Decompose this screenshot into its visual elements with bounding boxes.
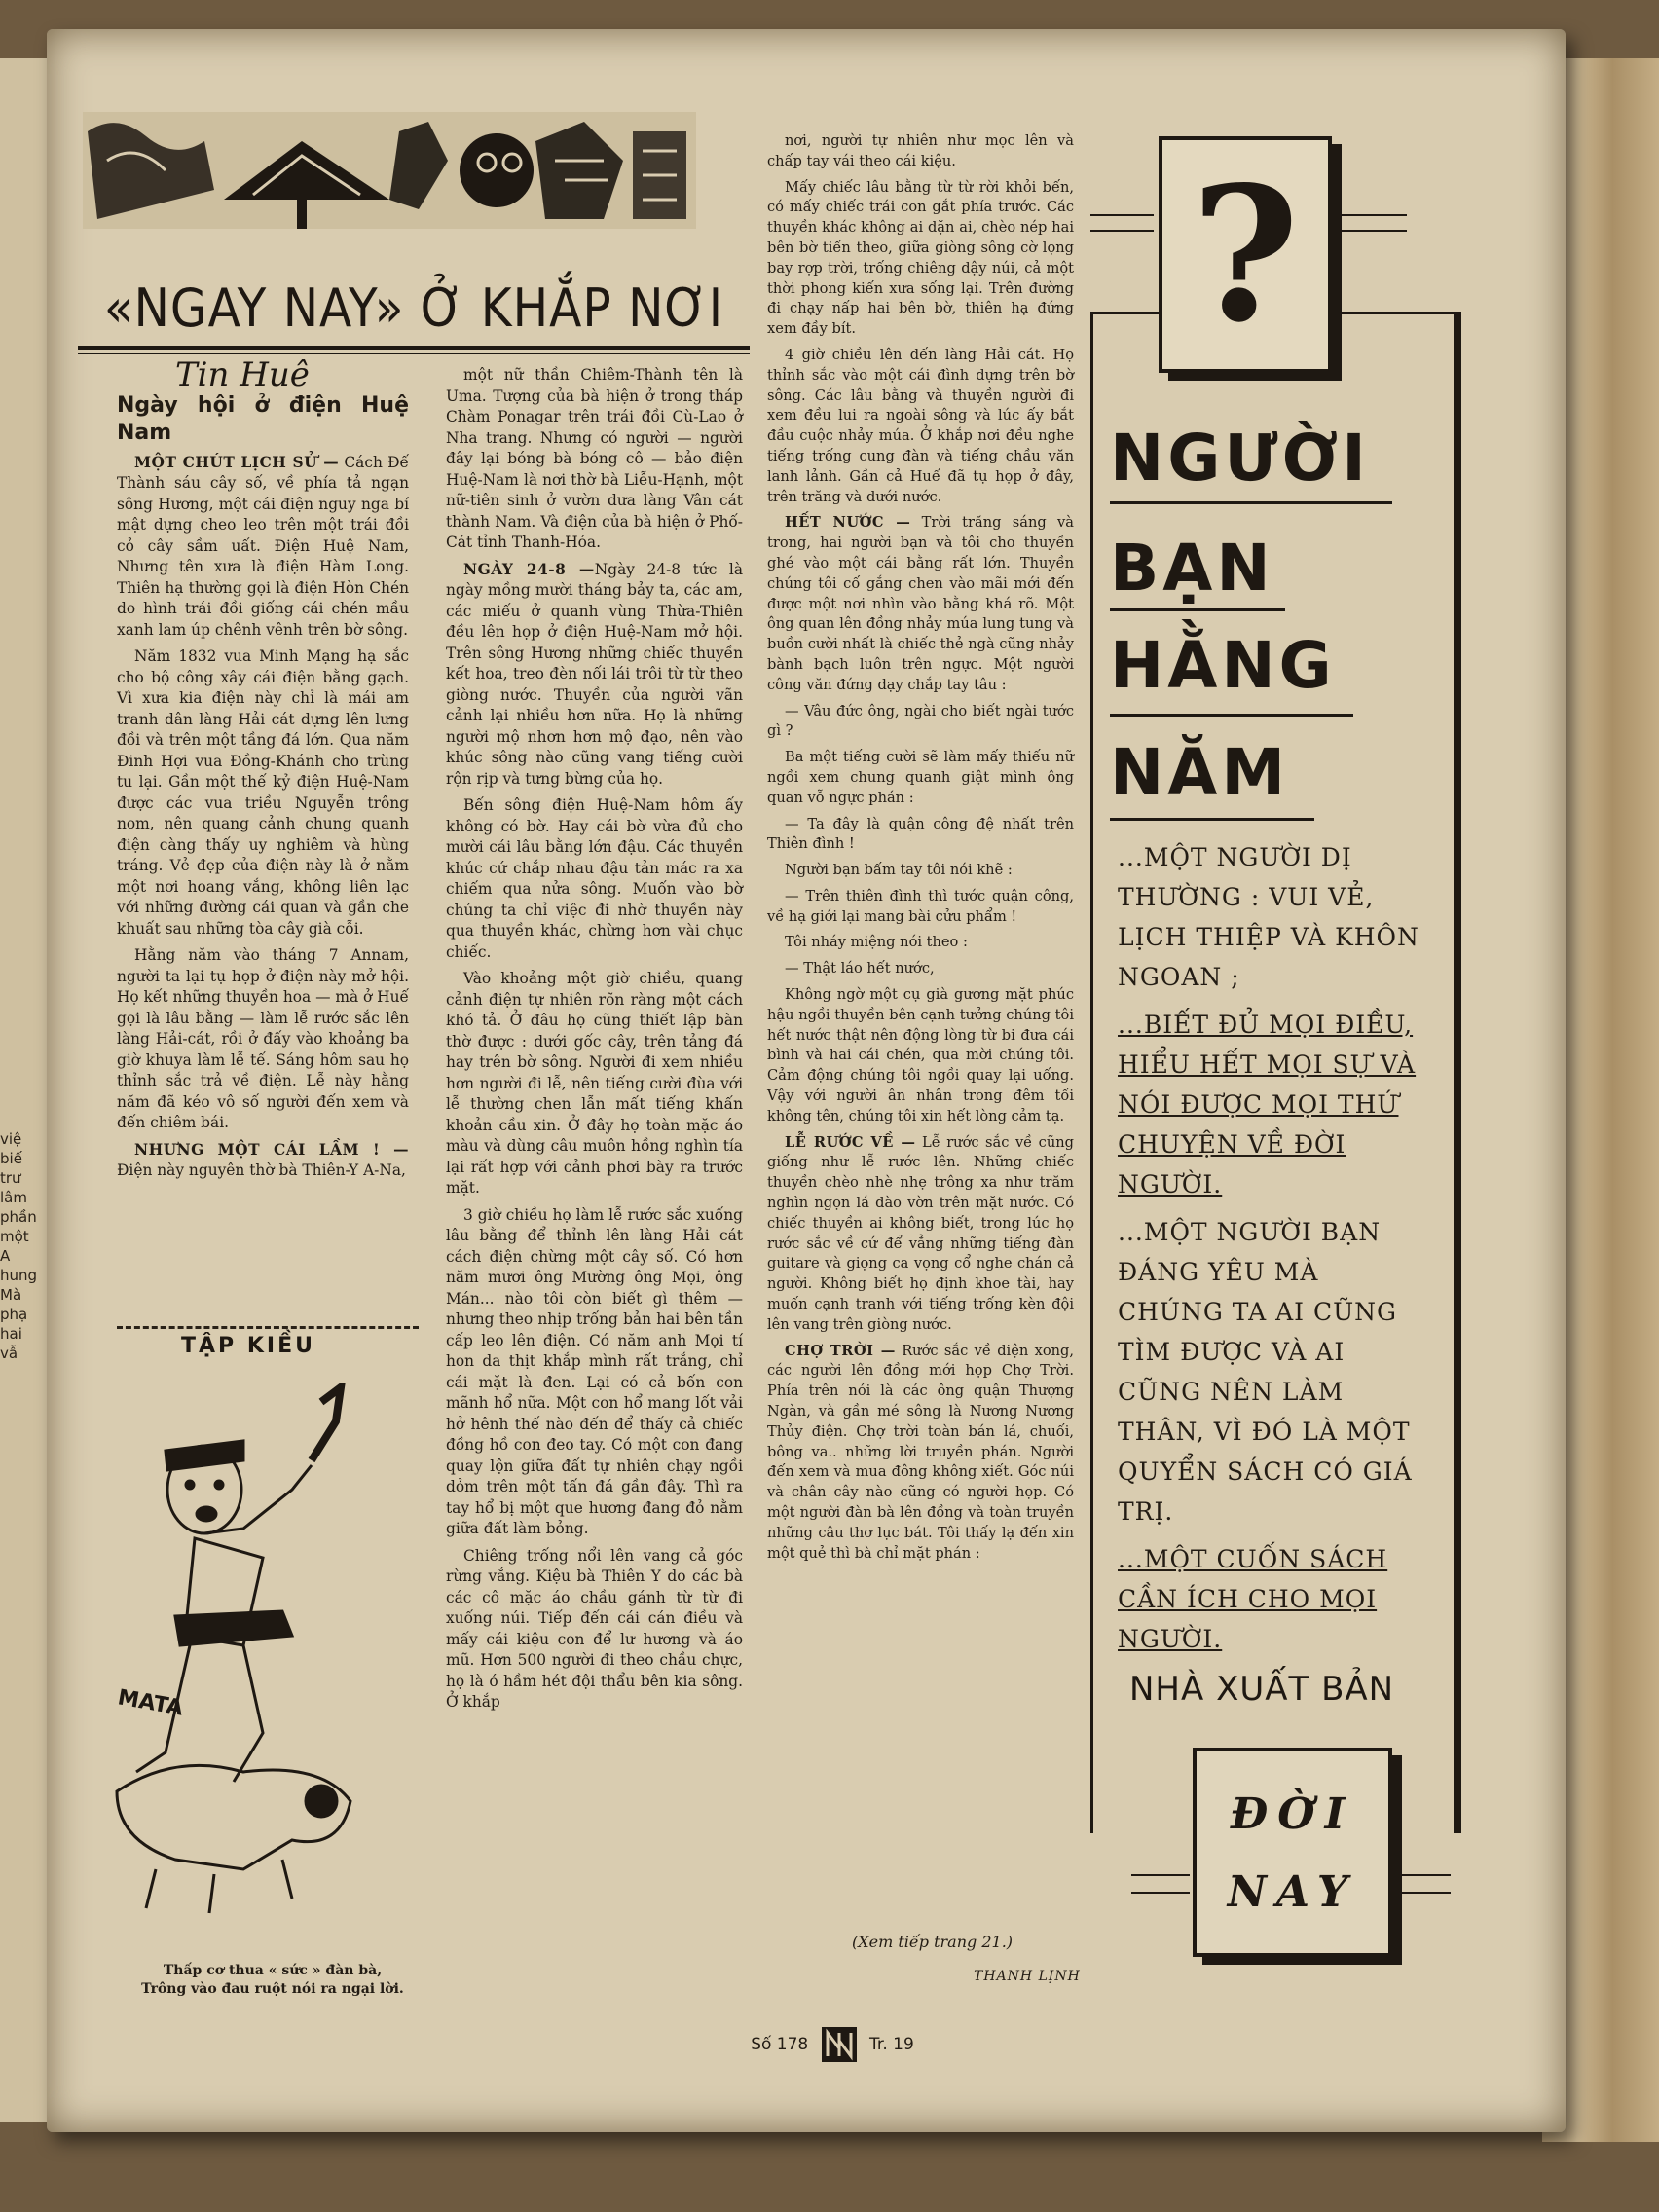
left-column	[117, 355, 409, 1188]
advert-body	[1118, 837, 1431, 1667]
paragraph-text: Bến sông điện Huệ-Nam hôm ấy không có bờ. Hay cái bờ vừa đủ cho mười cái lâu bằng lớn đậu. Các thuyền khúc cứ chắp nhau đậu tản mác ra xa chiếm qua nửa sông. Muốn vào bờ chúng ta chỉ việc đi nhờ thuyền này qua thuyền khác, chừng hơn vài chục chiếc.	[446, 796, 743, 961]
advert-decor-lines-left	[1090, 214, 1154, 232]
paragraph-lead: NGÀY 24-8 —	[463, 560, 595, 578]
paragraph-text: Tôi nháy miệng nói theo :	[785, 934, 968, 951]
right-paragraph	[767, 1342, 1074, 1565]
publisher-label: NHÀ XUẤT BẢN	[1129, 1670, 1395, 1709]
adjacent-fragment: A	[0, 1247, 11, 1265]
cartoon-divider	[117, 1326, 419, 1329]
paragraph-lead: MỘT CHÚT LỊCH SỬ —	[134, 453, 340, 471]
middle-paragraph	[446, 1546, 743, 1714]
adjacent-fragment: vẫ	[0, 1345, 18, 1362]
right-paragraph	[767, 346, 1074, 507]
right-paragraph	[767, 513, 1074, 695]
left-paragraphs	[117, 453, 409, 1182]
advert-title-word-2: BẠN	[1110, 531, 1274, 606]
paragraph-text: Ba một tiếng cười sẽ làm mấy thiếu nữ ngồi xem chung quanh giật mình ông quan vỗ ngực phán :	[767, 749, 1074, 806]
left-paragraph	[117, 945, 409, 1134]
paragraph-lead: CHỢ TRỜI —	[785, 1342, 896, 1359]
author-byline: THANH LỊNH	[974, 1969, 1081, 1984]
advert-title-rule-4	[1110, 818, 1314, 821]
publisher-decor-lines-right	[1402, 1874, 1451, 1894]
publisher-decor-lines-left	[1131, 1874, 1190, 1894]
headline-rule	[78, 346, 750, 354]
adjacent-fragment: biế	[0, 1150, 22, 1167]
banner-illustration	[78, 102, 701, 239]
right-paragraph	[767, 861, 1074, 881]
middle-paragraph	[446, 795, 743, 963]
caption-line-2: Trông vào đau ruột nói ra ngại lời.	[141, 1981, 404, 1997]
paragraph-text: Năm 1832 vua Minh Mạng hạ sắc cho bộ công xây cái điện bằng gạch. Vì xưa kia điện này chỉ là mái am tranh dân làng Hải cát dựng lên lưng đồi và trên một tầng đá lớn. Qua năm Đinh Hợi vua Đồng-Khánh cho trùng tu lại. Gần một thế kỷ điện Huệ-Nam được các vua triều Nguyễn trông nom, nên quang cảnh chung quanh điện càng thấy uy nghiêm và hùng tráng. Vẻ đẹp của điện này là ở nằm một nơi hoang vắng, không liên lạc với những đường cái quan và gần che khuất sau những tòa cây già cỗi.	[117, 647, 409, 938]
paragraph-lead: NHƯNG MỘT CÁI LẦM ! —	[134, 1140, 409, 1159]
paragraph-text: Hằng năm vào tháng 7 Annam, người ta lại tụ họp ở điện này mở hội. Họ kết những thuyền hoa — mà ở Huế gọi là lâu bằng — làm lễ rước sắc lên làng Hải-cát, rồi ở đấy vào khoảng ba giờ khuya làm lễ tế. Sáng hôm sau họ thỉnh sắc trả về điện. Lễ này hằng năm đã kéo vô số người đến xem và đến chiêm bái.	[117, 946, 409, 1131]
paragraph-lead: HẾT NƯỚC —	[785, 514, 911, 532]
advert-paragraph-4: ...MỘT CUỐN SÁCH CẦN ÍCH CHO MỌI NGƯỜI.	[1118, 1545, 1388, 1653]
adjacent-fragment: Mà	[0, 1286, 22, 1304]
adjacent-fragment: phần	[0, 1208, 37, 1226]
issue-number: Số 178	[751, 2035, 809, 2054]
advert-title-rule-1	[1110, 501, 1392, 504]
paragraph-text: Không ngờ một cụ già gương mặt phúc hậu ngồi thuyền bên cạnh tưởng chúng tôi hết nước thật nên động lòng từ bi đưa cái bình và hai cái chén, qua mời chúng tôi. Cảm động chúng tôi ngồi quay lại uống. Vậy với người ân nhân trong đêm tối không tên, chúng tôi xin hết lòng cảm tạ.	[767, 986, 1074, 1124]
adjacent-fragment: một	[0, 1228, 29, 1245]
paragraph-text: Lễ rước sắc về cũng giống như lễ rước lên. Những chiếc thuyền chèo nhè nhẹ trông xa như trăm nghìn ngọn lá đào vờn trên mặt nước. Có chiếc thuyền ai không biết, trong lúc họ rước sắc về cứ để vẳng những tiếng đàn guitare và giọng ca vọng cổ nghe chán cả người. Không biết họ định khoe tài, hay muốn cạnh tranh với tiếng trống kèn đội lên vang trên giòng nước.	[767, 1133, 1074, 1333]
left-paragraph	[117, 646, 409, 940]
paragraph-text: — Ta đây là quận công đệ nhất trên Thiên đình !	[767, 815, 1074, 853]
page-number: Tr. 19	[869, 2035, 914, 2054]
paragraph-lead: LỄ RƯỚC VỀ —	[785, 1133, 916, 1151]
caption-line-1: Thấp cơ thua « sức » đàn bà,	[163, 1963, 383, 1978]
paragraph-text: Mấy chiếc lâu bằng từ từ rời khỏi bến, có mấy chiếc trái con gắt phía trước. Các thuyền khác không ai dặn ai, chèo nép hai bên bờ tiến theo, giữa giòng sông cờ lọng bay rợp trời, trống chiêng dậy núi, cả một thời phong kiến xưa sống lại. Trên đường đi chạy nấp hai bên bờ, thiên hạ đứng xem đầy bít.	[767, 178, 1074, 338]
paragraph-text: 3 giờ chiều họ làm lễ rước sắc xuống lâu bằng để thỉnh lên làng Hải cát cách điện chừng một cây số. Có hơn năm mươi ông Mường ông Mọi, ông Mán... nào tôi còn biết gì thêm — nhưng theo nhịp trống bản hai bên tần cấp leo lên điện. Có năm anh Mọi tí hon da thịt khắp mình rất trắng, chỉ cái mặt là đen. Lại có cả bốn con mãnh hổ nữa. Một con hổ mang lốt vải hở hênh thế nào đến để thấy cả chiếc đồng hồ con đeo tay. Có một con đang quay lộn giữa đất tự nhiên chạy ngồi dỏm trên một tấn đá gần đây. Thì ra tay hổ bị một que hương đang đỏ nằm giữa đất làm bỏng.	[446, 1205, 743, 1537]
advert-title-word-4: NĂM	[1110, 735, 1289, 810]
advert-title-word-3: HẰNG	[1110, 628, 1336, 703]
adjacent-fragment: phạ	[0, 1306, 28, 1323]
continued-note: (Xem tiếp trang 21.)	[852, 1933, 1014, 1951]
right-paragraph	[767, 702, 1074, 743]
right-paragraph	[767, 748, 1074, 808]
left-paragraph	[117, 453, 409, 642]
paragraph-text: Trời trăng sáng và trong, hai người bạn và tôi cho thuyền ghé vào một cái bằng rất lớn. Thuyền chúng tôi cố gắng chen vào mãi mới đến được một nơi nhìn vào bằng khá rõ. Một ông quan lên đồng nhảy múa lung tung và buồn cười nhất là chiếc thẻ ngà cũng nhảy bành bạch luôn trên ngực. Một người công văn đứng dạy chắp tay tâu :	[767, 514, 1074, 693]
paragraph-text: Điện này nguyên thờ bà Thiên-Y A-Na,	[117, 1161, 406, 1179]
cartoon-label: MATA	[115, 1685, 185, 1721]
adjacent-fragment: việ	[0, 1130, 22, 1148]
right-paragraph	[767, 933, 1074, 953]
paragraph-text: Ngày 24-8 tức là ngày mồng mười tháng bảy ta, các am, các miếu ở quanh vùng Thừa-Thiên đều lên họp ở điện Huệ-Nam mở hội. Trên sông Hương những chiếc thuyền kết hoa, treo đèn nối lái trôi từ từ theo giòng nước. Thuyền của người vãn cảnh lại nhiều hơn nữa. Họ là những người mộ nhơn hơn mộ đạo, nên vào khúc sông nào cũng vang tiếng cười rộn rịp và tưng bừng của họ.	[446, 560, 743, 788]
paragraph-text: — Thật láo hết nước,	[785, 960, 935, 977]
adjacent-fragment: trư	[0, 1169, 21, 1187]
article-subtitle: Ngày hội ở điện Huệ Nam	[117, 392, 409, 445]
question-mark-icon: ?	[1191, 146, 1300, 363]
middle-paragraph	[446, 560, 743, 791]
adjacent-fragment: hai	[0, 1325, 22, 1343]
right-paragraph	[767, 178, 1074, 340]
paragraph-text: Cách Đế Thành sáu cây số, về phía tả ngạn sông Hương, một cái điện nguy nga bí mật dựng cheo leo trên một trái đồi cỏ cây sầm uất. Điện Huệ Nam, Nhưng tên xưa là điện Hàm Long. Thiên hạ thường gọi là điện Hòn Chén do hình trái đồi giống cái chén mầu xanh lam úp chênh vênh trên bờ sông.	[117, 453, 409, 639]
paragraph-text: — Vâu đức ông, ngài cho biết ngài tước gì ?	[767, 702, 1074, 740]
right-paragraph	[767, 1133, 1074, 1336]
advert-title-rule-3	[1110, 714, 1353, 717]
cartoon-illustration	[97, 1382, 428, 1928]
paragraph-text: Rước sắc về điện xong, các người lên đồng mới họp Chợ Trời. Phía trên nói là các ông quận Thượng Ngàn, và gần mé sông là Nương Nương Thủy điện. Chợ trời toàn bán lá, chuối, bông va.. những lời truyền phán. Người đến xem và mua đông không xiết. Góc núi và chân cây nào cũng có người họp. Có một người đàn bà lên đồng và toàn truyền những câu thơ lục bát. Tôi thấy lạ đến xin một quẻ thì bà chỉ mặt phán :	[767, 1342, 1074, 1562]
middle-paragraph	[446, 365, 743, 554]
paragraph-text: Người bạn bấm tay tôi nói khẽ :	[785, 862, 1013, 879]
right-column	[767, 131, 1074, 1569]
question-mark-box	[1159, 136, 1332, 373]
paragraph-text: một nữ thần Chiêm-Thành tên là Uma. Tượng của bà hiện ở trong tháp Chàm Ponagar trên trái đồi Cù-Lao ở Nha trang. Nhưng có người — người đây lại bóng bà bóng cô — bảo điện Huệ-Nam là nơi thờ bà Liễu-Hạnh, một nữ-tiên sinh ở vườn dưa làng Vân cát thành Nam. Và điện của bà hiện ở Phố-Cát tỉnh Thanh-Hóa.	[446, 366, 743, 551]
advert-paragraph-3: ...MỘT NGƯỜI BẠN ĐÁNG YÊU MÀ CHÚNG TA AI CŨNG TÌM ĐƯỢC VÀ AI CŨNG NÊN LÀM THÂN, VÌ ĐÓ LÀ MỘT QUYỂN SÁCH CÓ GIÁ TRỊ.	[1118, 1218, 1413, 1526]
advert-title-word-1: NGƯỜI	[1110, 421, 1370, 496]
advert-paragraph-2: ...BIẾT ĐỦ MỌI ĐIỀU, HIỂU HẾT MỌI SỰ VÀ NÓI ĐƯỢC MỌI THỨ CHUYỆN VỀ ĐỜI NGƯỜI.	[1118, 1011, 1417, 1198]
section-title: Tin Huê	[175, 355, 310, 394]
right-paragraph	[767, 887, 1074, 928]
middle-column	[446, 365, 743, 1719]
publisher-name-line-1: ĐỜI	[1230, 1789, 1355, 1839]
left-paragraph	[117, 1140, 409, 1182]
publisher-name-line-2: NAY	[1227, 1867, 1358, 1917]
paragraph-text: Chiêng trống nổi lên vang cả góc rừng vắng. Kiệu bà Thiên Y do các bà các cô mặc áo chầu gánh từ từ đi xuống núi. Tiếp đến cái cán điều và mấy cái kiệu con để lư hương và áo mũ. Hơn 500 người đi theo chầu chực, họ là ó hầm hét đội thẩu bên kia sông. Ở khắp	[446, 1546, 743, 1711]
paragraph-text: Vào khoảng một giờ chiều, quang cảnh điện tự nhiên rõn ràng một cách khó tả. Ở đâu họ cũng thiết lập bàn thờ được : dưới gốc cây, trên tảng đá hay trên bờ sông. Người đi xem nhiều hơn người đi lễ, nên tiếng cười đùa với lễ thường chen lẫn mất tiếng khấn khoản cầu xin. Ở đây họ toàn mặc áo màu và dùng câu muôn hồng nghìn tía lại rất hợp với cảnh phơi bày ra trước mặt.	[446, 970, 743, 1197]
page-headline: «NGAY NAY» Ở KHẮP NƠI	[103, 277, 724, 339]
ngay-nay-logo-icon	[820, 2025, 859, 2064]
right-paragraph	[767, 131, 1074, 172]
paragraph-text: nơi, người tự nhiên như mọc lên và chấp tay vái theo cái kiệu.	[767, 132, 1074, 169]
paragraph-text: — Trên thiên đình thì tước quận công, về hạ giới lại mang bài cửu phẩm !	[767, 887, 1074, 925]
middle-paragraph	[446, 1205, 743, 1540]
right-paragraph	[767, 985, 1074, 1127]
advert-title-rule-2	[1110, 608, 1285, 611]
advert-paragraph-1: ...MỘT NGƯỜI DỊ THƯỜNG : VUI VẺ, LỊCH THIỆP VÀ KHÔN NGOAN ;	[1118, 843, 1419, 991]
adjacent-fragment: hung	[0, 1267, 38, 1284]
page-folio	[725, 2025, 940, 2064]
adjacent-fragment: lâm	[0, 1189, 27, 1206]
right-paragraph	[767, 815, 1074, 856]
middle-paragraph	[446, 969, 743, 1199]
advert-decor-lines-right	[1334, 214, 1407, 232]
publisher-brand-box	[1193, 1748, 1392, 1957]
cartoon-title: TẬP KIỀU	[181, 1334, 315, 1358]
paragraph-text: 4 giờ chiều lên đến làng Hải cát. Họ thỉnh sắc vào một cái đình dựng trên bờ sông. Các lâu bằng và thuyền người đi xem đều lui ra ngoài sông và lúc ấy bắt đầu cuộc nhảy múa. Ở khắp nơi đều nghe tiếng trống cung đàn và tiếng chầu văn lanh lảnh. Gần cả Huế đã tụ họp ở đây, trên trăng và dưới nước.	[767, 346, 1074, 505]
cartoon-caption	[97, 1962, 448, 1999]
right-paragraph	[767, 959, 1074, 979]
